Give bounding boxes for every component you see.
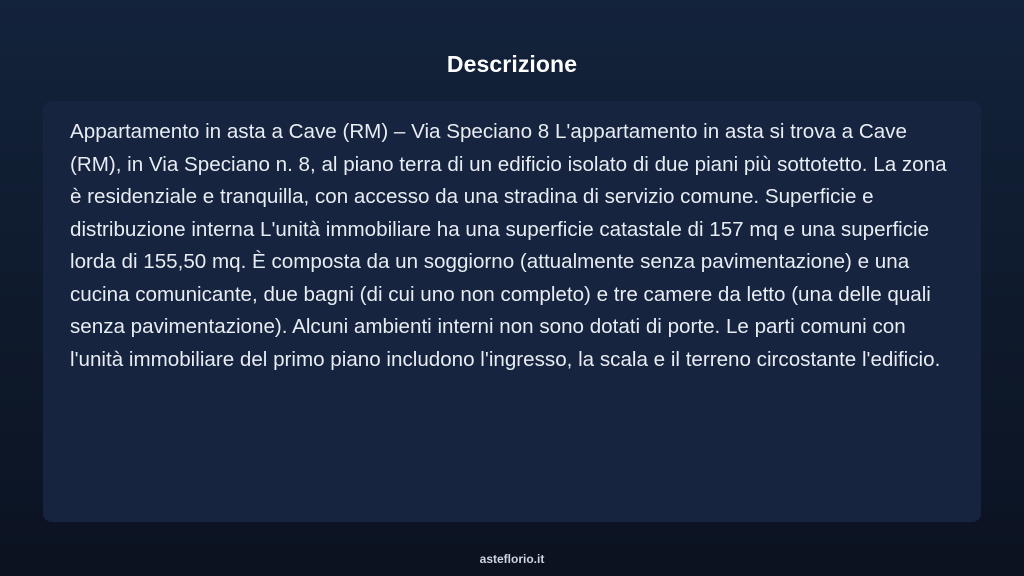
page-title: Descrizione [446,51,578,77]
description-text: Appartamento in asta a Cave (RM) – Via Speciano 8 L'appartamento in asta si trova a Cave (RM), in Via Speciano n. 8, al piano terra di un edificio isolato di due piani più sottotetto. La zona è residenziale e tranquilla, con accesso da una stradina di servizio comune. Superficie e distribuzione interna L'unità immobiliare ha una superficie catastale di 157 mq e una superficie lorda di 155,50 mq. È composta da un soggiorno (attualmente senza pavimentazione) e una cucina comunicante, due bagni (di cui uno non completo) e tre camere da letto (una delle quali senza pavimentazione). Alcuni ambienti interni non sono dotati di porte. Le parti comuni con l'unità immobiliare del primo piano includono l'ingresso, la scala e il terreno circostante l'edificio. [70,120,947,371]
footer-bar [0,543,1024,576]
description-card [43,101,981,522]
footer-site-label: asteflorio.it [479,552,545,566]
